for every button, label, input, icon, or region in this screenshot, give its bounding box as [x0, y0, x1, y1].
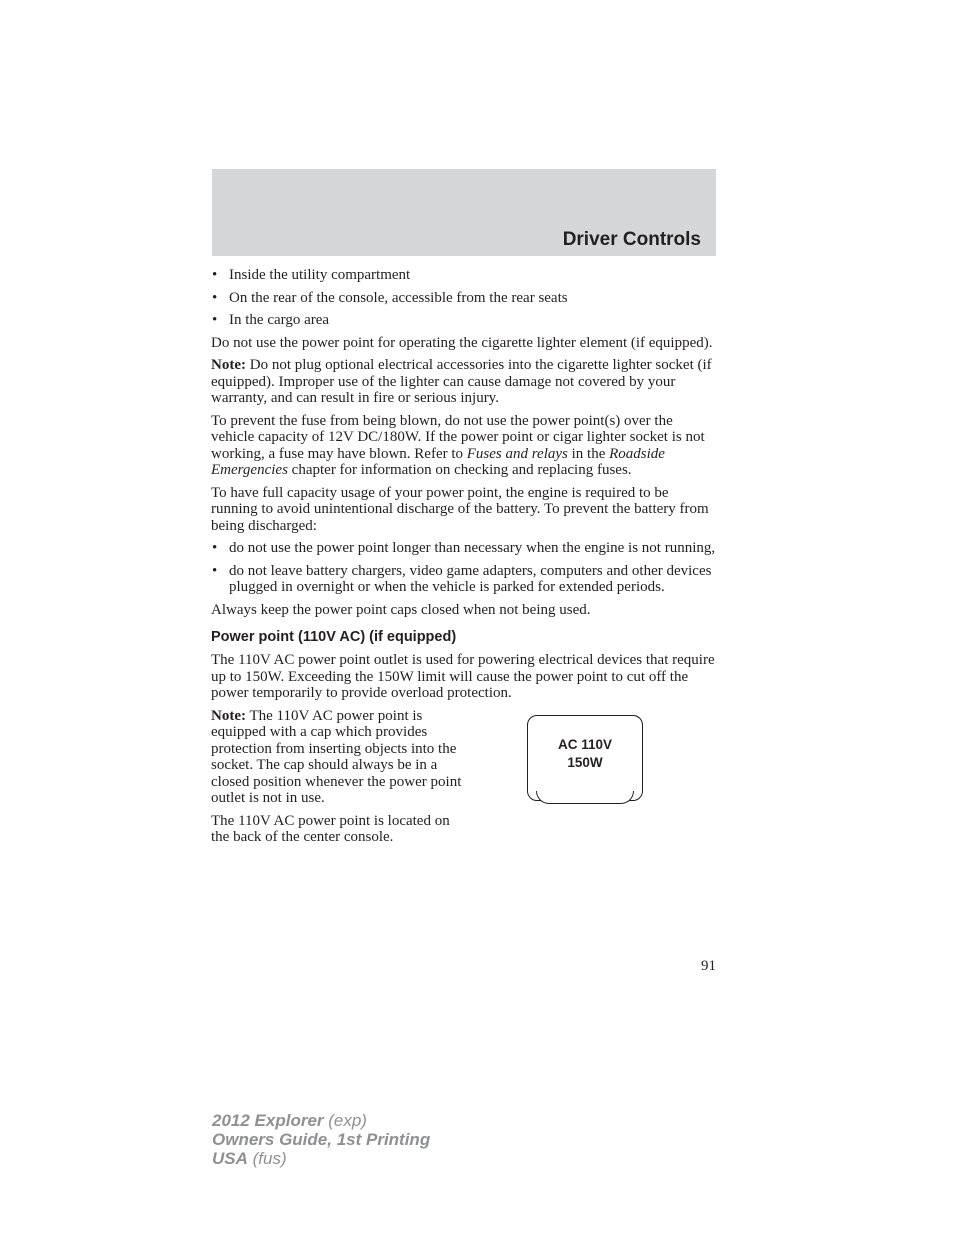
- cross-reference: Fuses and relays: [466, 445, 568, 462]
- outlet-cap-lip: [536, 791, 634, 804]
- bullet-icon: •: [212, 312, 218, 328]
- location-list: [211, 267, 716, 329]
- bullet-icon: •: [212, 289, 218, 306]
- fuse-paragraph: To prevent the fuse from being blown, do not use the power point(s) over the vehicle capacity of 12V DC/180W. If the power point or cigar lighter socket is not working, a fuse may have blown. Refer to Fuses and relays in the Roadside Emergencies chapter for information on checking and replacing fuses.: [211, 412, 705, 478]
- document-footer: [212, 1111, 430, 1168]
- note-text: The 110V AC power point is equipped with a cap which provides protection from inserting objects into the socket. The cap should always be in a closed position whenever the power point outlet is not in use.: [211, 707, 462, 806]
- cross-reference: Roadside Emergencies: [211, 445, 665, 478]
- note-label: Note:: [211, 707, 246, 724]
- outlet-wattage-label: 150W: [567, 754, 603, 770]
- ac-outlet-illustration: [527, 715, 643, 801]
- outlet-label: [528, 736, 642, 772]
- list-item: • On the rear of the console, accessible from the rear seats: [212, 289, 568, 306]
- footer-line-model: 2012 Explorer (exp): [212, 1111, 367, 1130]
- outlet-voltage-label: AC 110V: [557, 736, 613, 752]
- capacity-paragraph: To have full capacity usage of your power point, the engine is required to be running to avoid unintentional discharge of the battery. To prevent the battery from being discharged:: [211, 484, 709, 534]
- ac-outlet-paragraph: The 110V AC power point outlet is used for powering electrical devices that require up to 150W. Exceeding the 150W limit will cause the power point to cut off the power temporarily to provide overload protection.: [211, 652, 715, 701]
- list-item: • In the cargo area: [212, 312, 330, 328]
- ac-note-paragraph: [211, 708, 463, 807]
- ac-note-column: [211, 708, 463, 846]
- note-text: Do not plug optional electrical accessories into the cigarette lighter socket (if equipped). Improper use of the lighter can cause damage not covered by your warranty, and can result in fire or serious injury.: [211, 357, 712, 406]
- page-number: 91: [701, 958, 716, 974]
- section-heading: Power point (110V AC) (if equipped): [211, 629, 457, 645]
- bullet-icon: •: [212, 267, 218, 283]
- battery-list: [211, 540, 716, 596]
- list-item: • do not leave battery chargers, video game adapters, computers and other devices plugged in overnight or when the vehicle is parked for extended periods.: [212, 562, 712, 595]
- ac-note-block: [211, 708, 716, 846]
- section-header-band: [212, 169, 716, 256]
- page-content: [211, 267, 716, 852]
- footer-line-guide: Owners Guide, 1st Printing: [212, 1130, 431, 1149]
- caps-paragraph: Always keep the power point caps closed when not being used.: [211, 601, 591, 618]
- note-label: Note:: [211, 357, 246, 373]
- bullet-icon: •: [212, 562, 218, 579]
- note-paragraph: [211, 357, 716, 407]
- lighter-paragraph: Do not use the power point for operating the cigarette lighter element (if equipped).: [211, 334, 713, 351]
- section-title: Driver Controls: [562, 229, 701, 250]
- bullet-icon: •: [212, 540, 218, 556]
- list-item: • do not use the power point longer than necessary when the engine is not running,: [212, 540, 716, 556]
- footer-line-market: USA (fus): [212, 1149, 287, 1168]
- list-item: • Inside the utility compartment: [212, 267, 411, 283]
- location-paragraph: The 110V AC power point is located on the back of the center console.: [211, 812, 450, 845]
